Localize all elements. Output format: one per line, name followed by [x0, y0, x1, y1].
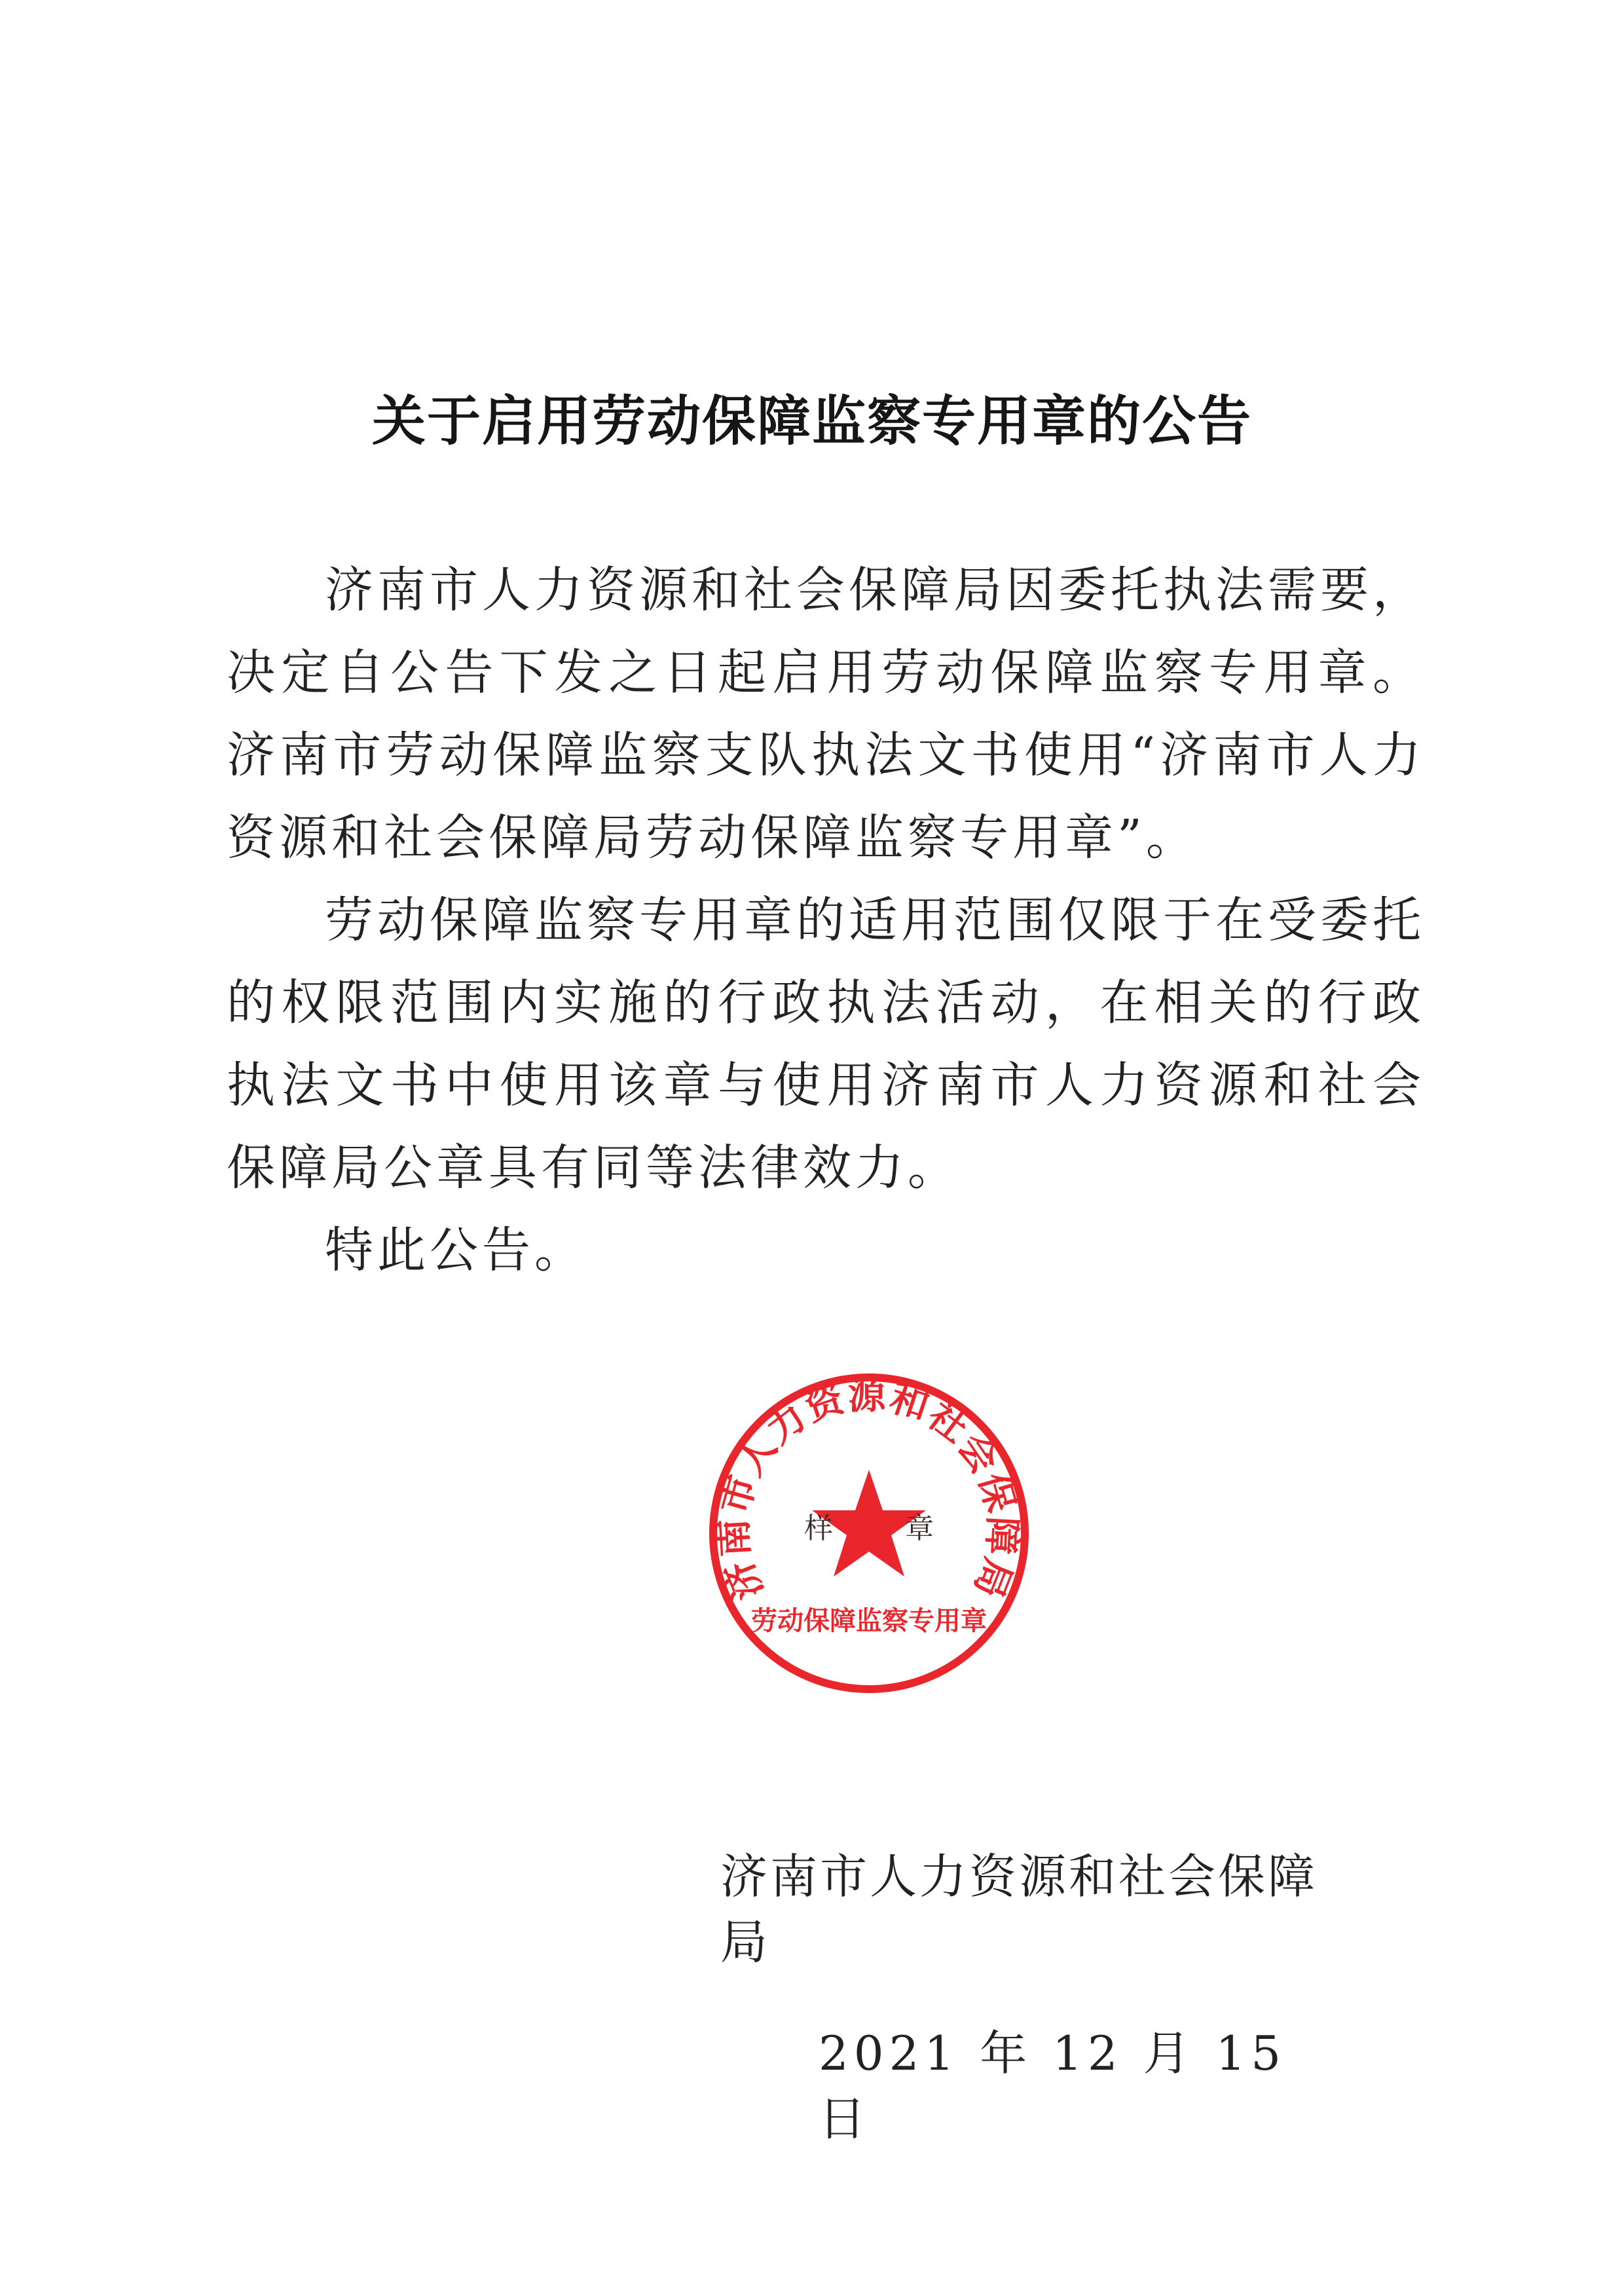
document-body [227, 549, 1425, 1292]
signature-organization: 济南市人力资源和社会保障局 [720, 1849, 1318, 1969]
paragraph-1: 济南市人力资源和社会保障局因委托执法需要，决定自公告下发之日起启用劳动保障监察专用章。济南市劳动保障监察支队执法文书使用“济南市人力资源和社会保障局劳动保障监察专用章”。 [227, 562, 1425, 866]
paragraph-2: 劳动保障监察专用章的适用范围仅限于在受委托的权限范围内实施的行政执法活动，在相关的行政执法文书中使用该章与使用济南市人力资源和社会保障局公章具有同等法律效力。 [227, 892, 1425, 1196]
signature-date: 2021 年 12 月 15 日 [819, 2026, 1287, 2146]
paragraph-3: 特此公告。 [325, 1222, 587, 1278]
seal-graphic [702, 1366, 1036, 1700]
seal-ring-text: 济南市人力资源和社会保障局 [710, 1373, 1025, 1607]
document-title: 关于启用劳动保障监察专用章的公告 [371, 390, 1252, 453]
seal-center-right: 章 [905, 1512, 934, 1545]
official-seal [702, 1366, 1036, 1700]
seal-bottom-text: 劳动保障监察专用章 [751, 1606, 987, 1636]
seal-center-left: 样 [804, 1512, 833, 1545]
signature-block [720, 1844, 1349, 2152]
